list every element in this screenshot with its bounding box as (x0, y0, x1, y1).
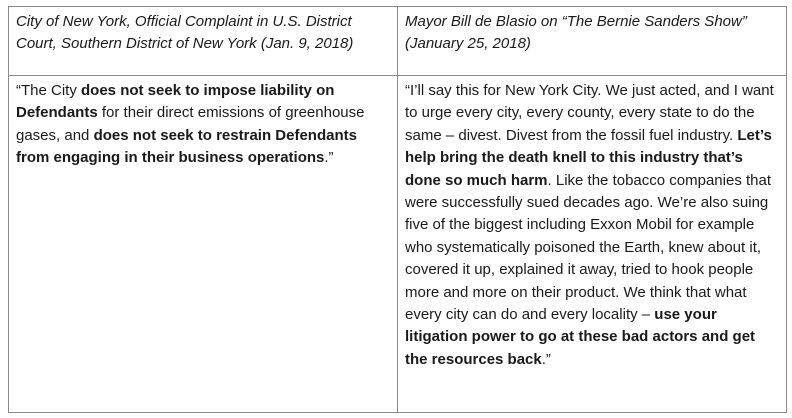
quote-segment: “The City (16, 82, 82, 99)
quote-emphasis: does not seek to restrain Defendants from engaging in their business operations (16, 126, 357, 167)
header-cell-mayor: Mayor Bill de Blasio on “The Bernie Sanders Show” (January 25, 2018) (398, 7, 787, 76)
quote-cell-complaint (9, 76, 398, 413)
quote-segment: . Like the tobacco companies that were successfully sued decades ago. We’re also suing five of the biggest including Exxon Mobil for example who systematically poisoned the Earth, knew about it, covered it up, explained it away, tried to hook people more and more on their product. We think that what every city can do and every locality – (405, 171, 772, 324)
quote-emphasis: Let’s help bring the death knell to this industry that’s done so much harm (405, 126, 772, 189)
quote-segment: “I’ll say this for New York City. We just acted, and I want to urge every city, every county, every state to do the same – divest. Divest from the fossil fuel industry. (405, 82, 774, 144)
quote-emphasis: use your litigation power to go at these bad actors and get the resources back (405, 306, 756, 368)
quote-emphasis: does not seek to impose liability on Defendants (16, 82, 335, 122)
quote-segment: for their direct emissions of greenhouse gases, and (16, 104, 365, 144)
table-body-row (9, 76, 787, 413)
table-header-row (9, 7, 787, 76)
quote-segment: .” (541, 350, 551, 368)
comparison-table (8, 6, 787, 413)
header-cell-complaint: City of New York, Official Complaint in U.S. District Court, Southern District of New York (Jan. 9, 2018) (9, 7, 398, 76)
quote-segment: .” (324, 149, 334, 167)
quote-cell-mayor (398, 76, 787, 413)
